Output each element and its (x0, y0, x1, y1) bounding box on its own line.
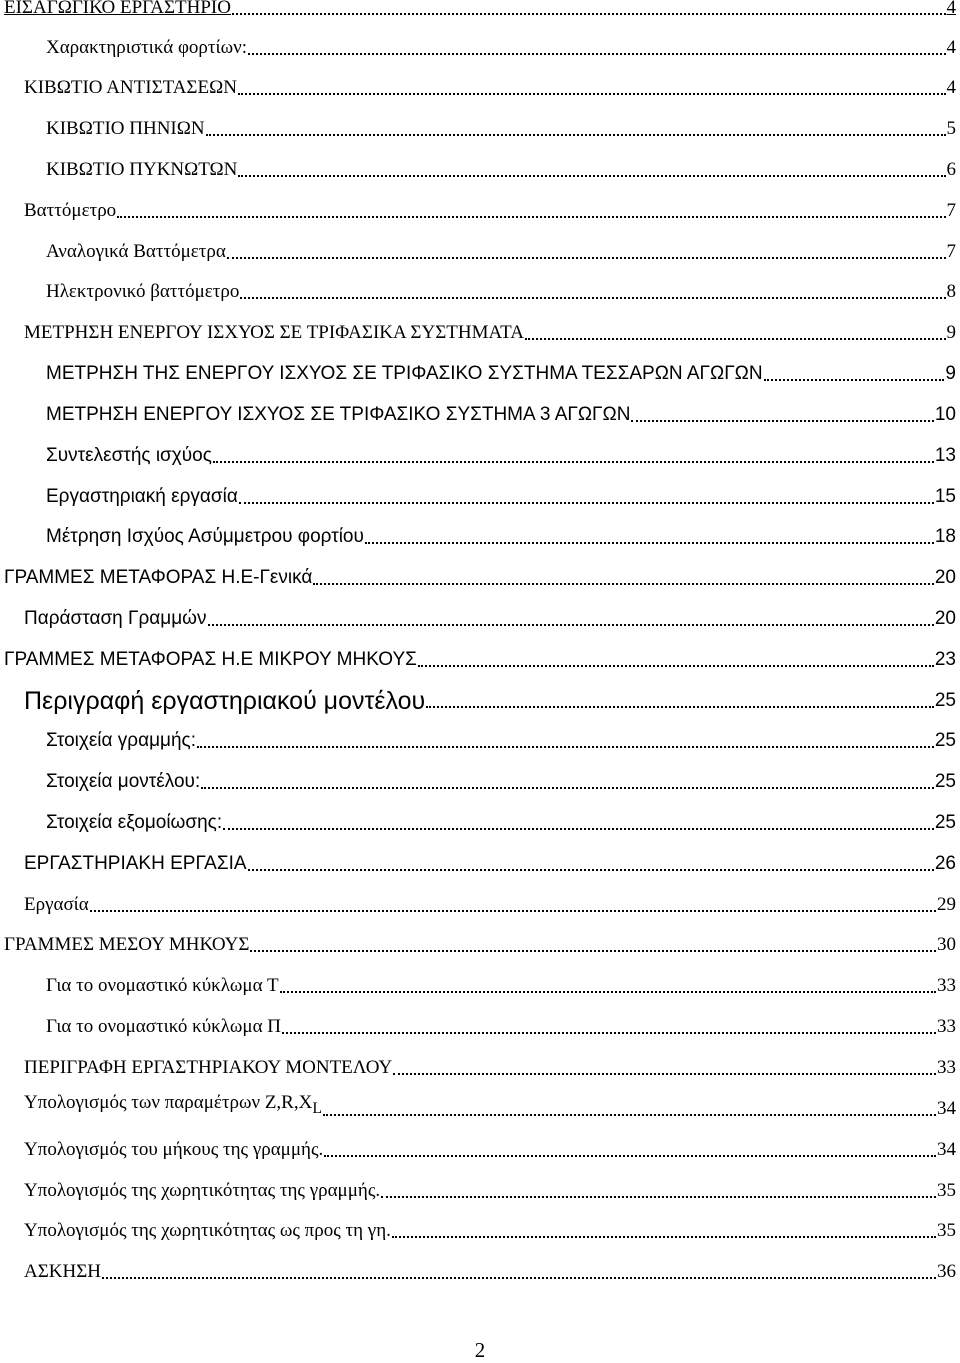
toc-dot-leader (365, 542, 934, 544)
toc-entry[interactable] (46, 113, 956, 141)
toc-entry-page-number[interactable]: 6 (946, 159, 956, 180)
toc-dot-leader (313, 583, 933, 585)
toc-entry[interactable] (24, 195, 956, 223)
toc-dot-leader (102, 1277, 936, 1279)
toc-entry-title[interactable]: ΕΡΓΑΣΤΗΡΙΑΚΗ ΕΡΓΑΣΙΑ (24, 853, 247, 874)
toc-entry-page-number[interactable]: 34 (937, 1139, 956, 1160)
toc-entry[interactable] (4, 644, 956, 672)
toc-dot-leader (208, 624, 934, 626)
toc-dot-leader (393, 1073, 936, 1075)
toc-entry-page-number[interactable]: 30 (937, 934, 956, 955)
toc-dot-leader (324, 1155, 936, 1157)
toc-entry[interactable] (24, 1052, 956, 1080)
toc-entry-page-number[interactable]: 29 (937, 894, 956, 915)
toc-entry-page-number[interactable]: 20 (934, 567, 956, 588)
toc-entry-title[interactable]: Ηλεκτρονικό βαττόμετρο (46, 281, 240, 302)
toc-dot-leader (248, 53, 945, 55)
toc-entry-title[interactable]: Στοιχεία μοντέλου: (46, 771, 201, 792)
toc-entry-title[interactable]: Για το ονομαστικό κύκλωμα Τ (46, 975, 279, 996)
toc-entry-title[interactable]: Εργασία (24, 894, 89, 915)
toc-entry[interactable] (46, 154, 956, 182)
toc-dot-leader (381, 1196, 936, 1198)
toc-entry[interactable] (46, 32, 956, 60)
toc-entry-page-number[interactable]: 25 (934, 690, 956, 711)
toc-entry-page-number[interactable]: 36 (937, 1261, 956, 1282)
toc-entry-page-number[interactable]: 20 (934, 608, 956, 629)
toc-entry-page-number[interactable]: 4 (946, 0, 956, 18)
toc-entry-title[interactable]: Υπολογισμός της χωρητικότητας της γραμμής. (24, 1180, 381, 1201)
toc-entry[interactable] (24, 889, 956, 917)
toc-entry[interactable] (46, 521, 956, 549)
toc-entry[interactable] (24, 685, 956, 713)
page-number: 2 (474, 1338, 486, 1362)
toc-dot-leader (280, 991, 936, 993)
toc-entry[interactable] (24, 1215, 956, 1243)
toc-entry-title[interactable]: ΜΕΤΡΗΣΗ ΕΝΕΡΓΟΥ ΙΣΧΥΟΣ ΣΕ ΤΡΙΦΑΣΙΚΑ ΣΥΣΤΗΜΑΤΑ (24, 322, 524, 343)
toc-entry-page-number[interactable]: 7 (946, 200, 956, 221)
toc-entry-page-number[interactable]: 18 (934, 526, 956, 547)
toc-entry-title[interactable]: ΓΡΑΜΜΕΣ ΜΕΣΟΥ ΜΗΚΟΥΣ (4, 934, 250, 955)
toc-dot-leader (239, 502, 934, 504)
toc-entry[interactable] (24, 1256, 956, 1284)
toc-dot-leader (232, 13, 946, 15)
toc-entry-page-number[interactable]: 9 (946, 322, 956, 343)
toc-dot-leader (250, 950, 936, 952)
toc-dot-leader (238, 175, 945, 177)
toc-dot-leader (117, 216, 945, 218)
toc-entry-page-number[interactable]: 25 (934, 771, 956, 792)
toc-entry[interactable] (46, 1011, 956, 1039)
toc-entry[interactable] (24, 848, 956, 876)
toc-entry-title[interactable]: Αναλογικά Βαττόμετρα (46, 241, 226, 262)
toc-entry-title[interactable]: Παράσταση Γραμμών (24, 608, 207, 629)
toc-dot-leader (631, 420, 933, 422)
toc-entry[interactable] (46, 970, 956, 998)
toc-entry-page-number[interactable]: 9 (945, 363, 956, 384)
toc-entry-title[interactable]: Υπολογισμός του μήκους της γραμμής. (24, 1139, 324, 1160)
toc-dot-leader (764, 379, 945, 381)
toc-entry[interactable] (4, 562, 956, 590)
toc-entry-title[interactable]: ΚΙΒΩΤΙΟ ΠΗΝΙΩΝ (46, 118, 205, 139)
toc-entry-page-number[interactable]: 25 (934, 812, 956, 833)
toc-entry[interactable] (24, 1134, 956, 1162)
toc-entry-subscript: L (312, 1100, 323, 1117)
toc-entry[interactable] (46, 725, 956, 753)
toc-entry-page-number[interactable]: 33 (937, 1057, 956, 1078)
toc-entry-page-number[interactable]: 5 (946, 118, 956, 139)
toc-dot-leader (90, 910, 936, 912)
toc-entry-title[interactable]: ΑΣΚΗΣΗ (24, 1261, 102, 1282)
toc-entry-title[interactable]: Υπολογισμός των παραμέτρων $Z,R,X_L$ (24, 1092, 323, 1117)
toc-entry-title[interactable]: Χαρακτηριστικά φορτίων: (46, 37, 248, 58)
toc-entry-page-number[interactable]: 33 (937, 1016, 956, 1037)
toc-entry-title[interactable]: ΜΕΤΡΗΣΗ ΕΝΕΡΓΟΥ ΙΣΧΥΟΣ ΣΕ ΤΡΙΦΑΣΙΚΟ ΣΥΣΤΗΜΑ 3 ΑΓΩΓΩΝ (46, 404, 631, 425)
toc-dot-leader (238, 93, 946, 95)
toc-entry-title[interactable]: Υπολογισμός της χωρητικότητας ως προς τη γη. (24, 1220, 391, 1241)
toc-dot-leader (206, 134, 946, 136)
toc-dot-leader (282, 1032, 936, 1034)
toc-entry-page-number[interactable]: 25 (934, 730, 956, 751)
toc-dot-leader (418, 665, 934, 667)
toc-entry-page-number[interactable]: 26 (934, 853, 956, 874)
toc-entry-page-number[interactable]: 15 (934, 486, 956, 507)
toc-entry-title[interactable]: ΓΡΑΜΜΕΣ ΜΕΤΑΦΟΡΑΣ Η.Ε ΜΙΚΡΟΥ ΜΗΚΟΥΣ (4, 649, 417, 670)
toc-entry-title[interactable]: ΜΕΤΡΗΣΗ ΤΗΣ ΕΝΕΡΓΟΥ ΙΣΧΥΟΣ ΣΕ ΤΡΙΦΑΣΙΚΟ ΣΥΣΤΗΜΑ ΤΕΣΣΑΡΩΝ ΑΓΩΓΩΝ (46, 363, 763, 384)
toc-entry[interactable] (46, 766, 956, 794)
toc-entry-page-number[interactable]: 4 (946, 77, 956, 98)
toc-entry-title[interactable]: Εργαστηριακή εργασία (46, 486, 238, 507)
toc-entry-title[interactable]: ΚΙΒΩΤΙΟ ΑΝΤΙΣΤΑΣΕΩΝ (24, 77, 237, 98)
toc-entry-page-number[interactable]: 4 (946, 37, 956, 58)
toc-entry[interactable] (24, 317, 956, 345)
toc-entry-title[interactable]: Στοιχεία γραμμής: (46, 730, 196, 751)
toc-entry-page-number[interactable]: 35 (937, 1180, 956, 1201)
toc-entry-title[interactable]: ΠΕΡΙΓΡΑΦΗ ΕΡΓΑΣΤΗΡΙΑΚΟΥ ΜΟΝΤΕΛΟΥ (24, 1057, 393, 1078)
toc-entry-page-number[interactable]: 23 (934, 649, 956, 670)
toc-entry[interactable] (46, 481, 956, 509)
toc-entry-page-number[interactable]: 8 (946, 281, 956, 302)
toc-dot-leader (525, 338, 946, 340)
toc-entry-page-number[interactable]: 10 (934, 404, 956, 425)
toc-entry-title[interactable]: Περιγραφή εργαστηριακού μοντέλου (24, 687, 426, 715)
toc-dot-leader (392, 1236, 936, 1238)
toc-entry[interactable] (46, 358, 956, 386)
toc-entry-page-number[interactable]: 34 (937, 1098, 956, 1119)
toc-dot-leader (248, 869, 934, 871)
toc-dot-leader (197, 746, 934, 748)
toc-entry[interactable] (46, 399, 956, 427)
toc-dot-leader (240, 297, 945, 299)
toc-entry-title[interactable]: Στοιχεία εξομοίωσης: (46, 812, 223, 833)
toc-entry[interactable] (24, 72, 956, 100)
toc-dot-leader (201, 787, 934, 789)
toc-dot-leader (223, 828, 934, 830)
toc-entry-title[interactable]: Συντελεστής ισχύος (46, 445, 212, 466)
toc-entry[interactable] (4, 929, 956, 957)
toc-entry[interactable] (24, 1093, 956, 1121)
toc-entry-page-number[interactable]: 13 (934, 445, 956, 466)
toc-entry-title[interactable]: Για το ονομαστικό κύκλωμα Π (46, 1016, 282, 1037)
toc-dot-leader (323, 1114, 936, 1116)
toc-entry[interactable] (4, 0, 956, 20)
toc-entry-page-number[interactable]: 33 (937, 975, 956, 996)
toc-dot-leader (227, 257, 946, 259)
toc-entry[interactable] (46, 236, 956, 264)
toc-entry-page-number[interactable]: 35 (937, 1220, 956, 1241)
toc-entry[interactable] (24, 1175, 956, 1203)
toc-entry[interactable] (24, 603, 956, 631)
toc-entry-title[interactable]: ΓΡΑΜΜΕΣ ΜΕΤΑΦΟΡΑΣ Η.Ε-Γενικά (4, 567, 313, 588)
toc-dot-leader (213, 461, 934, 463)
toc-entry-title[interactable]: Βαττόμετρο (24, 200, 117, 221)
toc-entry[interactable] (46, 440, 956, 468)
toc-entry-title[interactable]: ΚΙΒΩΤΙΟ ΠΥΚΝΩΤΩΝ (46, 159, 238, 180)
toc-entry[interactable] (46, 807, 956, 835)
toc-dot-leader (426, 706, 934, 708)
toc-entry-title[interactable]: ΕΙΣΑΓΩΓΙΚΟ ΕΡΓΑΣΤΗΡΙΟ (4, 0, 231, 18)
toc-entry-page-number[interactable]: 7 (946, 241, 956, 262)
toc-entry[interactable] (46, 276, 956, 304)
toc-entry-title[interactable]: Μέτρηση Ισχύος Ασύμμετρου φορτίου (46, 526, 364, 547)
